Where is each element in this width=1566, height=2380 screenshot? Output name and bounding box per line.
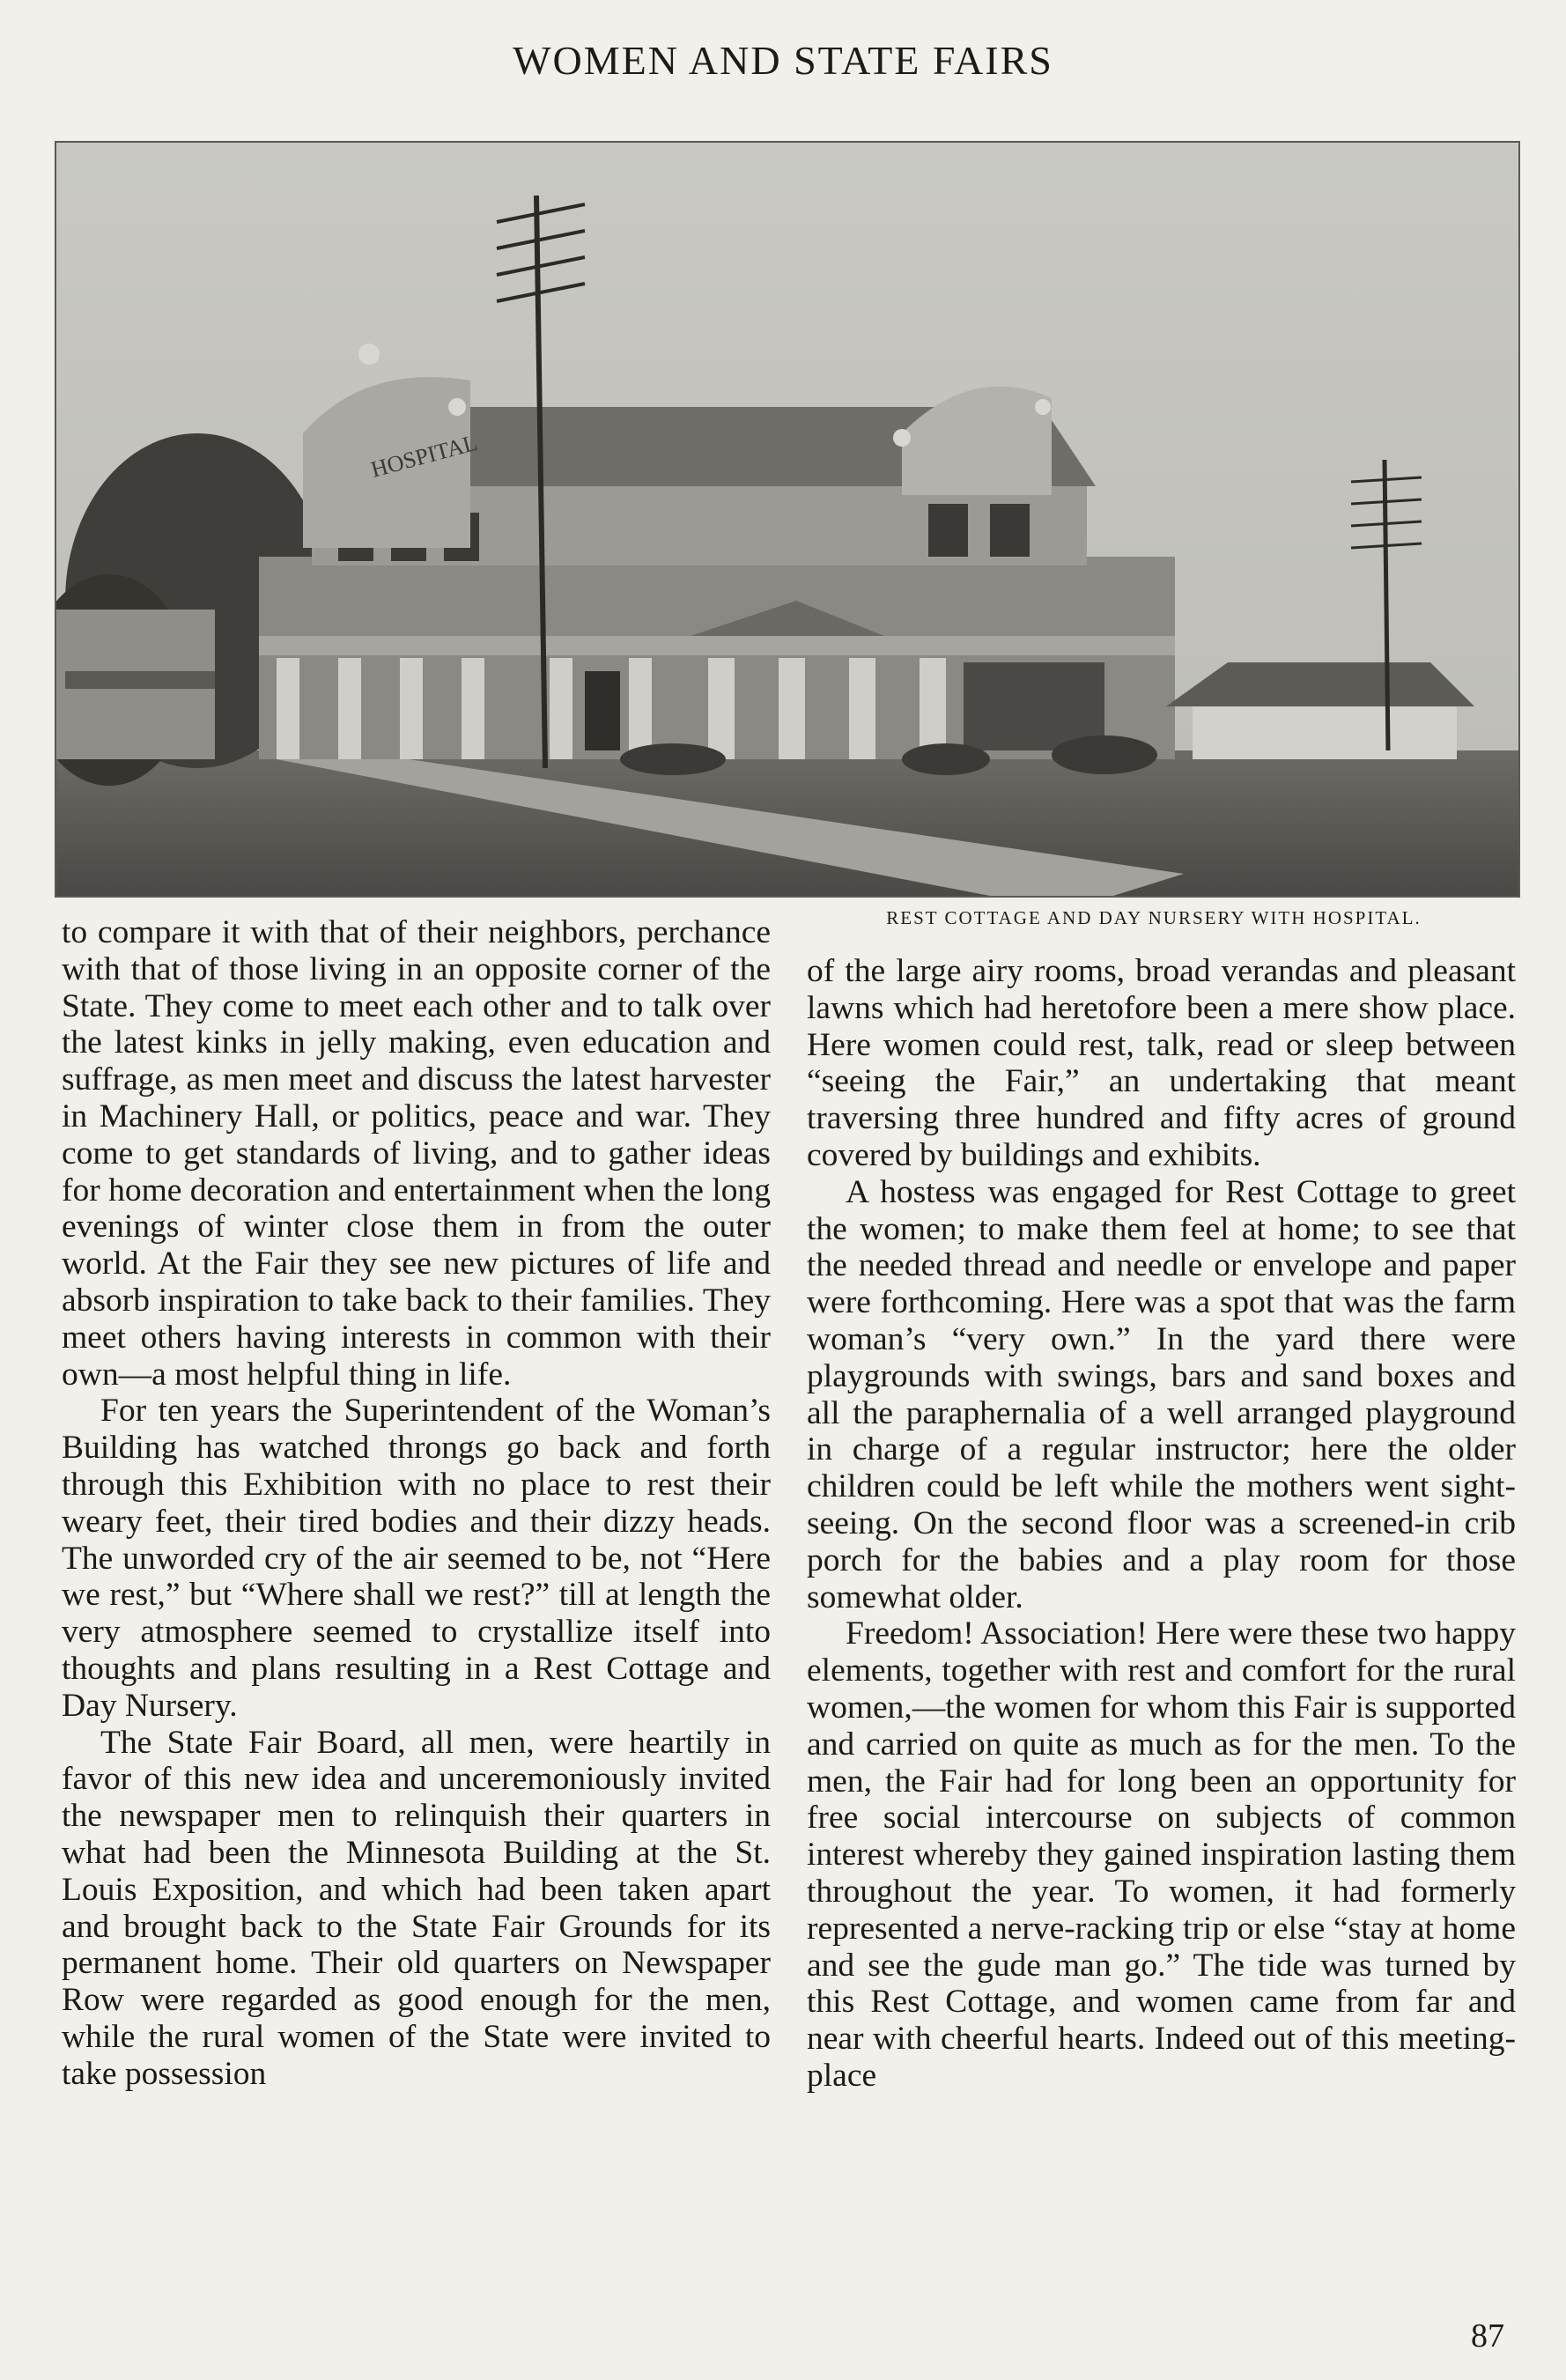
- rest-cottage-photo: [55, 141, 1520, 898]
- left-paragraph: For ten years the Superintendent of the Woman’s Building has watched throngs go back and forth through this Exhibition with no place to rest their weary feet, their tired bodies and their dizzy heads. The unworded cry of the air seemed to be, not “Here we rest,” but “Where shall we rest?” till at length the very atmosphere seemed to crystallize itself into thoughts and plans resulting in a Rest Cottage and Day Nursery.: [62, 1393, 771, 1724]
- left-paragraph: to compare it with that of their neighbors, perchance with that of those living in an opposite corner of the State. They come to meet each other and to talk over the latest kinks in jelly making, even education and suffrage, as men meet and discuss the latest harvester in Machinery Hall, or politics, peace and war. They come to get standards of living, and to gather ideas for home decoration and entertainment when the long evenings of winter close them in from the outer world. At the Fair they see new pictures of life and absorb inspiration to take back to their families. They meet others having interests in common with their own—a most helpful thing in life.: [62, 914, 771, 1393]
- small-pavilion: [1193, 706, 1457, 759]
- gable-sign: HOSPITAL: [368, 429, 480, 483]
- right-paragraph: Freedom! Association! Here were these two happy elements, together with rest and comfort for the rural women,—the women for whom this Fair is supported and carried on quite as much as for the men. To the men, the Fair had for long been an opportunity for free social intercourse on subjects of common interest whereby they gained inspiration lasting them throughout the year. To women, it had formerly represented a nerve-racking trip or else “stay at home and see the gude man go.” The tide was turned by this Rest Cottage, and women came from far and near with cheerful hearts. Indeed out of this meeting-place: [807, 1615, 1516, 2094]
- right-paragraph: A hostess was engaged for Rest Cottage to greet the women; to make them feel at home; to see that the needed thread and needle or envelope and paper were forthcoming. Here was a spot that was the farm woman’s “very own.” In the yard there were playgrounds with swings, bars and sand boxes and all the paraphernalia of a well arranged playground in charge of a regular instructor; here the older children could be left while the mothers went sightseeing. On the second floor was a screened-in crib porch for the babies and a play room for those somewhat older.: [807, 1173, 1516, 1615]
- photo-caption: REST COTTAGE AND DAY NURSERY WITH HOSPITAL.: [886, 907, 1422, 928]
- running-head: WOMEN AND STATE FAIRS: [513, 38, 1053, 83]
- verandah-roof: [259, 636, 1175, 655]
- left-paragraph: The State Fair Board, all men, were heartily in favor of this new idea and unceremoniously invited the newspaper men to relinquish their quarters in what had been the Minnesota Building at the St. Louis Exposition, and which had been taken apart and brought back to the State Fair Grounds for its permanent home. Their old quarters on Newspaper Row were regarded as good enough for the men, while the rural women of the State were invited to take possession: [62, 1724, 771, 2092]
- right-column: [807, 953, 1516, 2095]
- right-paragraph: of the large airy rooms, broad verandas and pleasant lawns which had heretofore been a mere show place. Here women could rest, talk, read or sleep between “seeing the Fair,” an undertaking that meant traversing three hundred and fifty acres of ground covered by buildings and exhibits.: [807, 953, 1516, 1173]
- left-column: [62, 914, 771, 2093]
- page-number: 87: [1471, 2317, 1504, 2354]
- photo-illustration: [56, 143, 1518, 896]
